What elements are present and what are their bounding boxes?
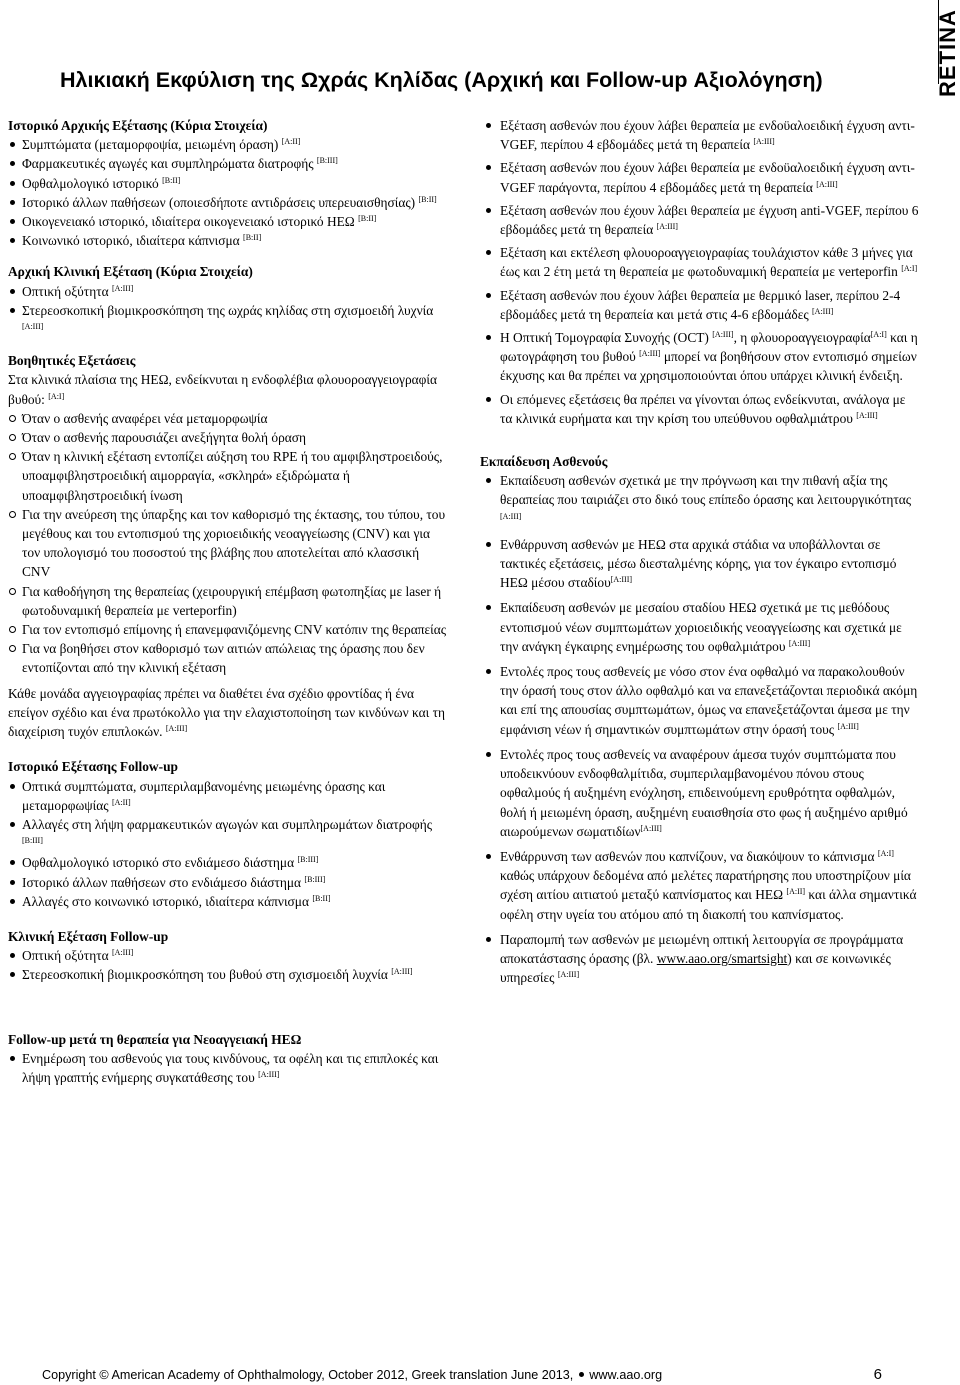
angiography-note: Κάθε μονάδα αγγειογραφίας πρέπει να διαθέτει ένα σχέδιο φροντίδας ή ένα επείγον σχέδιο και ένα πρωτόκολλο για την ελαχιστοποίηση των κινδύνων και τη διαχείριση τυχόν επιπλοκών. [A:III] xyxy=(8,685,445,740)
bullet-icon xyxy=(579,1372,584,1377)
list-item: Στερεοσκοπική βιομικροσκόπηση της ωχράς κηλίδας στη σχισμοειδή λυχνία [A:III] xyxy=(8,301,448,339)
smartsight-link[interactable]: www.aao.org/smartsight xyxy=(656,950,788,966)
followup-history-heading: Ιστορικό Εξέτασης Follow-up xyxy=(8,759,178,775)
education-heading: Εκπαίδευση Ασθενούς xyxy=(480,454,608,470)
initial-exam-list xyxy=(8,282,448,340)
followup-after-treatment-list xyxy=(8,1049,448,1087)
list-item: Οι επόμενες εξετάσεις θα πρέπει να γίνονται όπως ενδείκνυται, ανάλογα με τα κλινικά ευρήματα και την κρίση του υπεύθυνου οφθαλμιάτρου [A:III] xyxy=(480,390,920,428)
list-item: Όταν ο ασθενής αναφέρει νέα μεταμορφωψία xyxy=(8,409,448,428)
list-item: Στερεοσκοπική βιομικροσκόπηση του βυθού στη σχισμοειδή λυχνία [A:III] xyxy=(8,965,448,984)
page-number: 6 xyxy=(873,1366,882,1383)
list-item: Εντολές προς τους ασθενείς να αναφέρουν άμεσα τυχόν συμπτώματα που υποδεικνύουν ενδοφθαλμίτιδα, συμπεριλαμβανομένου πόνου στους οφθαλμούς ή αυξημένη ενόχληση, επιδεινούμενη ερυθρότητα οφθαλμών, θολή ή μειωμένη όραση, αυξημένη ευαισθησία στο φως ή αυξημένο αριθμό αιωρούμενων σωματιδίων[A:III] xyxy=(480,745,920,841)
list-item: Εξέταση ασθενών που έχουν λάβει θεραπεία με ενδοϋαλοειδική έγχυση αντι-VGEF, περίπου 4 εβδομάδες μετά τη θεραπεία [A:III] xyxy=(480,116,920,154)
initial-history-heading: Ιστορικό Αρχικής Εξέτασης (Κύρια Στοιχεία) xyxy=(8,118,268,133)
ancillary-intro: Στα κλινικά πλαίσια της ΗΕΩ, ενδείκνυται η ενδοφλέβια φλουοροαγγειογραφία βυθού: [A:I] xyxy=(8,372,437,407)
footer-link[interactable]: www.aao.org xyxy=(589,1368,663,1382)
list-item: Ιστορικό άλλων παθήσεων (οποιεσδήποτε αντιδράσεις υπερευαισθησίας) [B:II] xyxy=(8,193,448,212)
followup-schedule-list xyxy=(480,116,920,428)
list-item: Εξέταση και εκτέλεση φλουοροαγγειογραφίας τουλάχιστον κάθε 3 μήνες για έως και 2 έτη μετά τη θεραπεία με φωτοδυναμική θεραπεία με verteporfin [A:I] xyxy=(480,243,920,281)
followup-after-treatment xyxy=(8,1030,448,1088)
list-item: Για καθοδήγηση της θεραπείας (χειρουργική επέμβαση φωτοπηξίας με laser ή φωτοδυναμική θεραπεία με verteporfin) xyxy=(8,582,448,620)
section-label: RETINA xyxy=(935,9,960,97)
list-item: Εξέταση ασθενών που έχουν λάβει θεραπεία με θερμικό laser, περίπου 2-4 εβδομάδες μετά τη θεραπεία και μετά στις 4-6 εβδομάδες [A:III] xyxy=(480,286,920,324)
list-item: Ιστορικό άλλων παθήσεων στο ενδιάμεσο διάστημα [B:III] xyxy=(8,873,448,892)
list-item: Φαρμακευτικές αγωγές και συμπληρώματα διατροφής [B:III] xyxy=(8,154,448,173)
list-item: Οπτική οξύτητα [A:III] xyxy=(8,282,448,301)
list-item: Οφθαλμολογικό ιστορικό [B:II] xyxy=(8,174,448,193)
list-item: Ενημέρωση του ασθενούς για τους κινδύνους, τα οφέλη και τις επιπλοκές και λήψη γραπτής ενήμερης συγκατάθεσης του [A:III] xyxy=(8,1049,448,1087)
list-item: Εξέταση ασθενών που έχουν λάβει θεραπεία με έγχυση anti-VGEF, περίπου 6 εβδομάδες μετά τη θεραπεία [A:III] xyxy=(480,201,920,239)
initial-exam-heading: Αρχική Κλινική Εξέταση (Κύρια Στοιχεία) xyxy=(8,264,253,280)
list-item: Η Οπτική Τομογραφία Συνοχής (OCT) [A:III], η φλουοροαγγειογραφία[A:I] και η φωτογράφηση του βυθού [A:III] μπορεί να βοηθήσουν στον εντοπισμό σημείων έκχυσης και θα πρέπει να χρησιμοποιούνται όπου υπάρχει κλινική ένδειξη. xyxy=(480,328,920,386)
list-item: Αλλαγές στη λήψη φαρμακευτικών αγωγών και συμπληρωμάτων διατροφής [B:III] xyxy=(8,815,448,853)
copyright-text: Copyright © American Academy of Ophthalmology, October 2012, Greek translation June 2013, xyxy=(42,1368,574,1382)
left-column xyxy=(8,116,448,985)
page-title: Ηλικιακή Εκφύλιση της Ωχράς Κηλίδας (Αρχική και Follow-up Αξιολόγηση) xyxy=(60,68,823,92)
list-item: Συμπτώματα (μεταμορφοψία, μειωμένη όραση) [A:II] xyxy=(8,135,448,154)
list-item: Οικογενειακό ιστορικό, ιδιαίτερα οικογενειακό ιστορικό ΗΕΩ [B:II] xyxy=(8,212,448,231)
list-item: Ενθάρρυνση ασθενών με ΗΕΩ στα αρχικά στάδια να υποβάλλονται σε τακτικές εξετάσεις, μέσω διεσταλμένης κόρης, για τον έγκαιρο εντοπισμό ΗΕΩ μέσου σταδίου[A:III] xyxy=(480,535,920,593)
list-item: Οπτικά συμπτώματα, συμπεριλαμβανομένης μειωμένης όρασης και μεταμορφωψίας [A:II] xyxy=(8,777,448,815)
list-item: Για την ανεύρεση της ύπαρξης και τον καθορισμό της έκτασης, του τύπου, του μεγέθους και του εντοπισμού της χοριοειδικής νεοαγγείωσης (CNV) και για τον υπολογισμό του ποσοστού της βλάβης που αποτελείται από κλασσική CNV xyxy=(8,505,448,582)
list-item: Εκπαίδευση ασθενών σχετικά με την πρόγνωση και την πιθανή αξία της θεραπείας που ταιριάζει στο δικό τους επίπεδο όρασης και λειτουργικότητας [A:III] xyxy=(480,471,920,529)
list-item: Κοινωνικό ιστορικό, ιδιαίτερα κάπνισμα [B:II] xyxy=(8,231,448,250)
list-item: Εντολές προς τους ασθενείς με νόσο στον ένα οφθαλμό να παρακολουθούν την όρασή τους στον άλλο οφθαλμό και να επανεξετάζονται περιοδικά ακόμη και επί της απουσίας συμπτωμάτων, όμως να επανεξετάζονται άμεσα με την εμφάνιση νέων ή σημαντικών συμπτωμάτων στην όρασή τους [A:III] xyxy=(480,662,920,739)
ancillary-list xyxy=(8,409,448,678)
followup-after-treatment-heading: Follow-up μετά τη θεραπεία για Νεοαγγειακή ΗΕΩ xyxy=(8,1032,302,1047)
right-column xyxy=(480,116,920,987)
list-item: Αλλαγές στο κοινωνικό ιστορικό, ιδιαίτερα κάπνισμα [B:II] xyxy=(8,892,448,911)
followup-exam-heading: Κλινική Εξέταση Follow-up xyxy=(8,928,169,944)
initial-history-list xyxy=(8,135,448,250)
list-item: Παραπομπή των ασθενών με μειωμένη οπτική λειτουργία σε προγράμματα αποκατάστασης όρασης (βλ. www.aao.org/smartsight) και σε κοινωνικές υπηρεσίες [A:III] xyxy=(480,930,920,988)
list-item: Οφθαλμολογικό ιστορικό στο ενδιάμεσο διάστημα [B:III] xyxy=(8,853,448,872)
page-footer xyxy=(42,1368,882,1382)
list-item: Όταν η κλινική εξέταση εντοπίζει αύξηση του RPE ή του αμφιβληστροειδούς, υποαμφιβληστροειδική αιμορραγία, «σκληρά» εξιδρώματα ή υποαμφιβληστροειδική ίνωση xyxy=(8,447,448,505)
list-item: Οπτική οξύτητα [A:III] xyxy=(8,946,448,965)
followup-exam-list xyxy=(8,946,448,984)
list-item: Ενθάρρυνση των ασθενών που καπνίζουν, να διακόψουν το κάπνισμα [A:I] καθώς υπάρχουν δεδομένα από μελέτες παρατήρησης που υποστηρίζουν μία σχέση αιτίου αιτιατού μεταξύ καπνίσματος και ΗΕΩ [A:II] και άλλα σημαντικά οφέλη στην υγεία του ατόμου από τη διακοπή του καπνίσματος. xyxy=(480,847,920,924)
ancillary-heading: Βοηθητικές Εξετάσεις xyxy=(8,353,136,369)
education-list xyxy=(480,471,920,987)
list-item: Εκπαίδευση ασθενών με μεσαίου σταδίου ΗΕΩ σχετικά με τις μεθόδους εντοπισμού νέων συμπτωμάτων χοριοειδικής νεοαγγείωσης και σχετικά με την ανάγκη έγκαιρης ενημέρωσης του οφθαλμιάτρου [A:III] xyxy=(480,598,920,656)
list-item: Για τον εντοπισμό επίμονης ή επανεμφανιζόμενης CNV κατόπιν της θεραπείας xyxy=(8,620,448,639)
list-item: Εξέταση ασθενών που έχουν λάβει θεραπεία με ενδοϋαλοειδική έγχυση αντι-VGEF παράγοντα, περίπου 4 εβδομάδες μετά τη θεραπεία [A:III] xyxy=(480,158,920,196)
list-item: Όταν ο ασθενής παρουσιάζει ανεξήγητα θολή όραση xyxy=(8,428,448,447)
followup-history-list xyxy=(8,777,448,911)
list-item: Για να βοηθήσει στον καθορισμό των αιτιών απώλειας της όρασης που δεν εντοπίζονται από την κλινική εξέταση xyxy=(8,639,448,677)
